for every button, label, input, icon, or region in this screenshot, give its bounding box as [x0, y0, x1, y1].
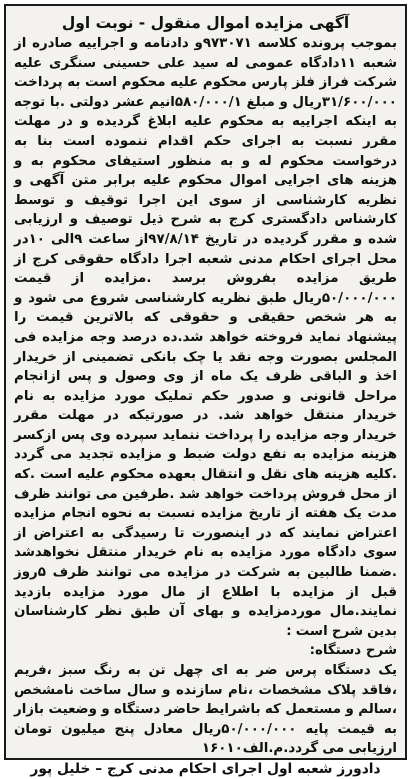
notice-body: بموجب پرونده کلاسه ۹۷۳۰۷۱و دادنامه و اجراییه صادره از شعبه ۱۱دادگاه عمومی له سید علی حسینی سنگری علیه شرکت فراز فلز پارس محکوم علیه محکوم است به پرداخت ۳۱/۶۰۰/۰۰۰ریال و مبلغ ۵۸۰/۰۰۰/۱انیم عشر دولتی .با توجه به اینکه اجراییه به محکوم علیه ابلاغ گردیده و در مهلت مقرر نسبت به اجرای حکم اقدام ننموده است بنا به درخواست محکوم له و به منظور استیفای محکوم به و هزینه های اجرایی اموال محکوم علیه برابر متن آگهی و نظریه کارشناسی از سوی این اجرا توقیف و توسط کارشناس دادگستری کرج به شرح ذیل توصیف و ارزیابی شده و مقرر گردیده در تاریخ ۹۷/۸/۱۴از ساعت ۹الی ۱۰در محل اجرای احکام مدنی شعبه اجرا دادگاه حقوقی کرج از طریق مزایده بفروش برسد .مزایده از قیمت ۵۰/۰۰۰/۰۰۰ریال طبق نظریه کارشناسی شروع می شود و به هر شخص حقیقی و حقوقی که بالاترین قیمت را پیشنهاد نماید فروخته خواهد شد.ده درصد وجه مزایده فی المجلس بصورت وجه نقد یا چک بانکی تضمینی از خریدار اخذ و الباقی ظرف یک ماه از وی وصول و پس ازانجام مراحل قانونی و صدور حکم تملیک مورد مزایده به نام خریدار منتقل خواهد شد. در صورتیکه در مهلت مقرر خریدار وجه مزایده را پرداخت ننماید سپرده وی پس ازکسر هزینه مزایده به نفع دولت ضبط و مزایده تجدید می گردد .کلیه هزینه های نقل و انتقال بعهده محکوم علیه است .که از محل فروش پرداخت خواهد شد .طرفین می توانند ظرف مدت یک هفته از تاریخ مزایده نسبت به نحوه انجام مزایده اعتراض نمایند که در اینصورت تا رسیدگی به اعتراض از سوی دادگاه مورد مزایده به نام خریدار منتقل نخواهدشد .ضمنا طالبین به شرکت در مزایده می توانند ظرف ۵روز قبل از مزایده با اطلاع از مال مورد مزایده بازدید نمایند.مال موردمزایده و بهای آن طبق نظر کارشناسان بدین شرح است : [14, 36, 397, 639]
auction-notice [4, 4, 407, 777]
notice-title: آگهی مزایده اموال منقول - نوبت اول [61, 14, 350, 32]
item-section-heading: شرح دستگاه: [309, 643, 397, 659]
notice-signature: دادورز شعبه اول اجرای احکام مدنی کرج – خلیل پور [30, 760, 381, 777]
item-description: یک دستگاه پرس ضر به ای چهل تن به رنگ سبز ،فریم ،فاقد پلاک مشخصات ،نام سازنده و سال ساخت نامشخص ،سالم و مستعمل که باشرایط حاضر دستگاه و وضعیت بازار به قیمت پایه ۵۰/۰۰۰/۰۰۰ریال معادل پنج میلیون تومان ارزیابی می گردد.م.الف۱۶۰۱۰ [14, 663, 397, 757]
